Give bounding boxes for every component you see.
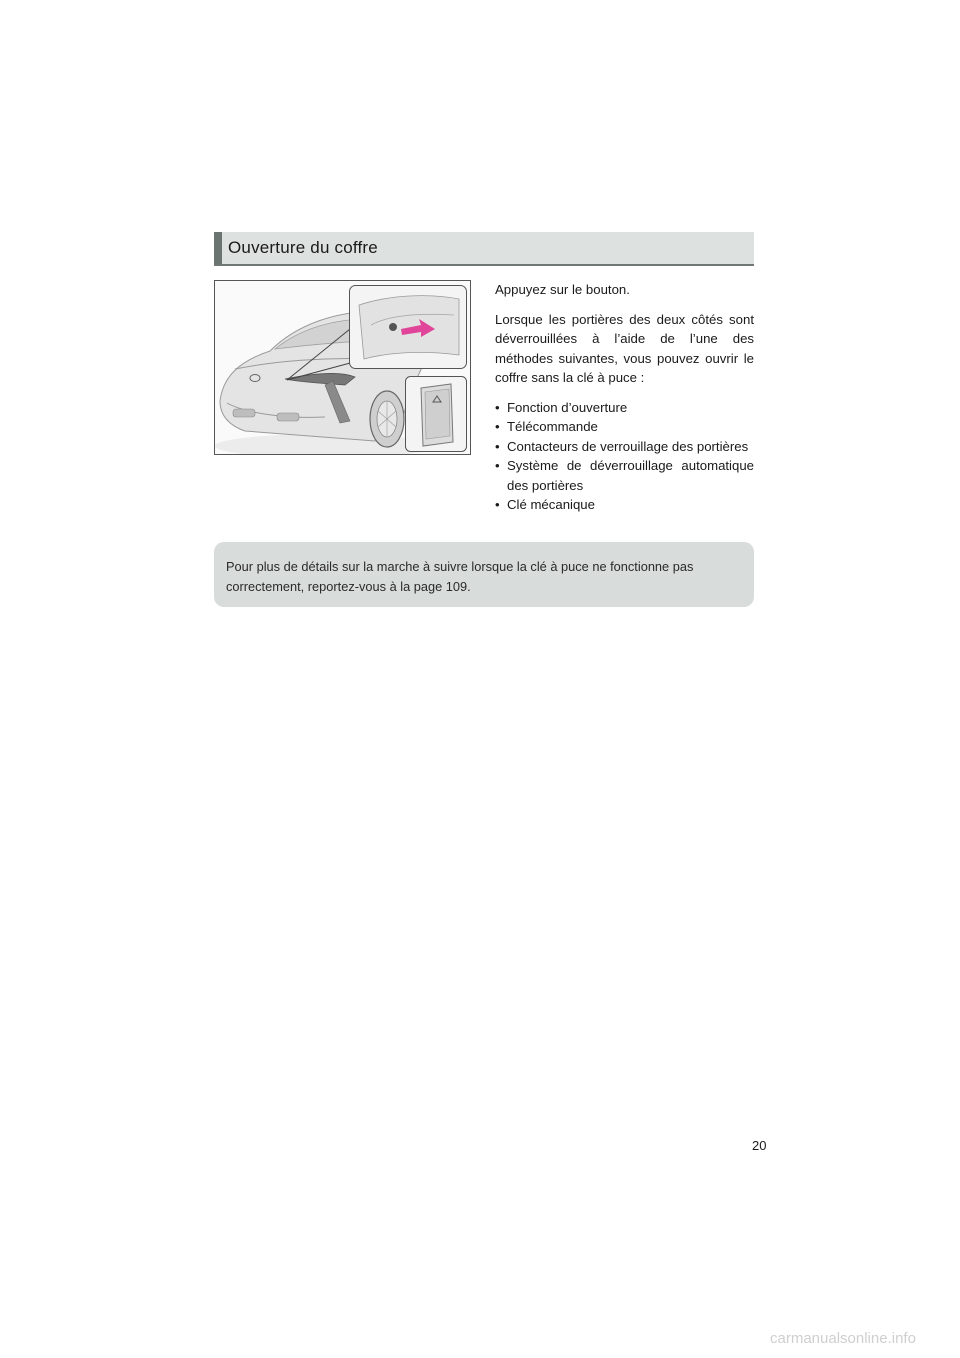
intro-text: Appuyez sur le bouton. — [495, 282, 630, 297]
note-box — [214, 542, 754, 607]
list-item: • Système de déverrouillage automatique des portières — [495, 456, 754, 495]
note-text: Pour plus de détails sur la marche à suivre lorsque la clé à puce ne fonctionne pas correctement, reportez-vous à la page 109. — [226, 559, 694, 594]
unlock-methods-list — [495, 398, 754, 515]
section-header-bar — [214, 232, 222, 264]
list-item: • Contacteurs de verrouillage des portières — [495, 437, 754, 457]
list-item: • Fonction d’ouverture — [495, 398, 754, 418]
smart-key-inset — [405, 376, 467, 452]
trunk-opening-illustration — [214, 280, 471, 455]
section-header — [214, 232, 754, 266]
section-title: Ouverture du coffre — [228, 238, 378, 257]
button-closeup-inset — [349, 285, 467, 369]
watermark: carmanualsonline.info — [770, 1330, 916, 1347]
instructions — [495, 280, 754, 515]
conditions-paragraph: Lorsque les portières des deux côtés sont déverrouillées à l’aide de l’une des méthodes suivantes, vous pouvez ouvrir le coffre sans la clé à puce : — [495, 311, 754, 385]
page-number: 20 — [752, 1138, 767, 1153]
list-item: • Clé mécanique — [495, 495, 754, 515]
list-item: • Télécommande — [495, 417, 754, 437]
